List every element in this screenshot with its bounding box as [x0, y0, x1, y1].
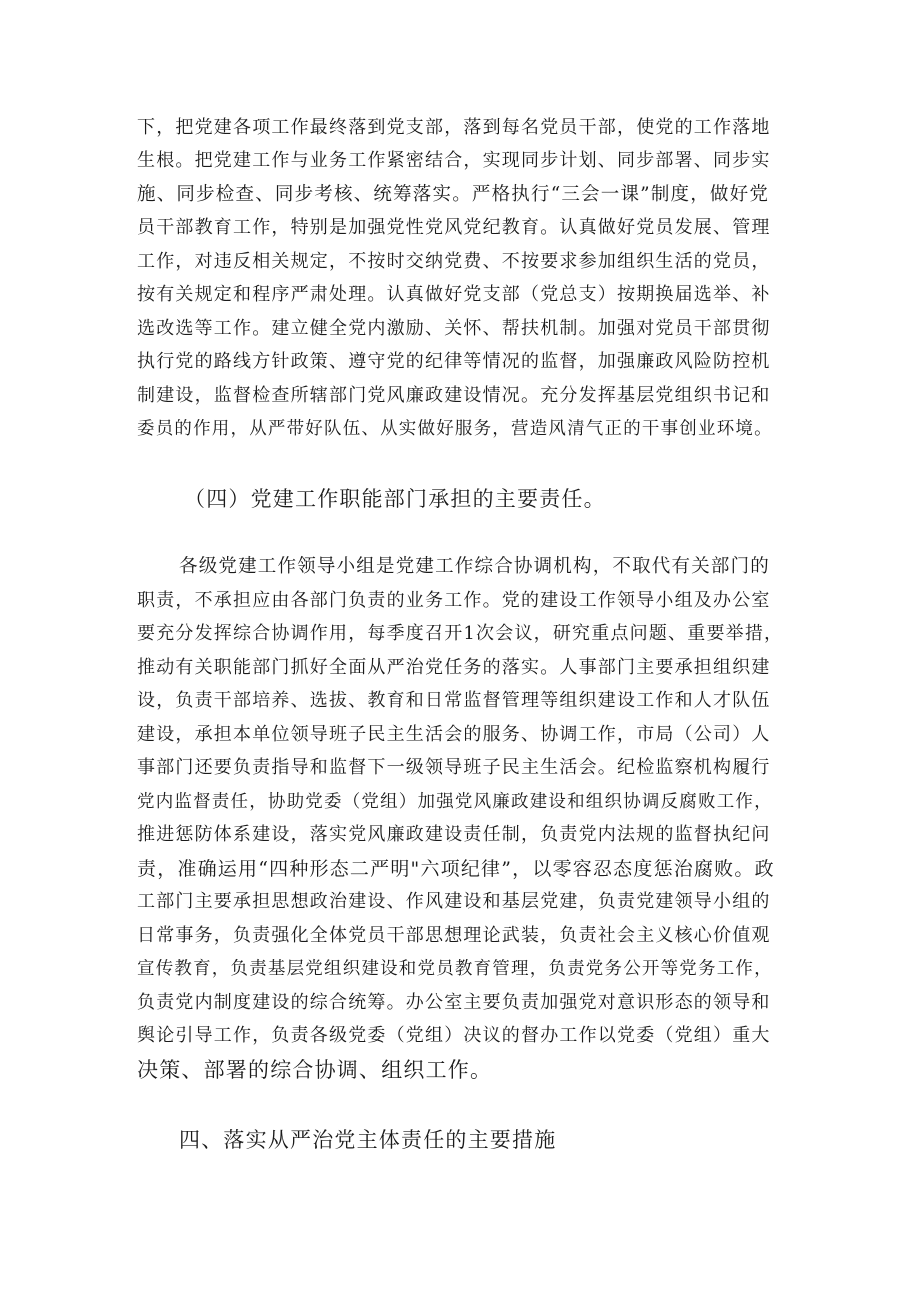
text-line: 各级党建工作领导小组是党建工作综合协调机构，不取代有关部门的	[179, 556, 771, 577]
text-line: 宣传教育，负责基层党组织建设和党员教育管理，负责党务公开等党务工作，	[137, 959, 773, 979]
text-line: 选改选等工作。建立健全党内激励、关怀、帮扶机制。加强对党员干部贯彻	[137, 318, 771, 339]
text-line: 执行党的路线方针政策、遵守党的纪律等情况的监督，加强廉政风险防控机	[137, 351, 771, 372]
text-line: 党内监督责任，协助党委（党组）加强党风廉政建设和组织协调反腐败工作，	[137, 792, 773, 812]
text-line: 施、同步检查、同步考核、统筹落实。严格执行“三会一课”制度，做好党	[137, 184, 770, 205]
text-line: 职责，不承担应由各部门负责的业务工作。党的建设工作领导小组及办公室	[137, 590, 771, 611]
text-line: 下，把党建各项工作最终落到党支部，落到每名党员干部，使党的工作落地	[137, 117, 771, 138]
text-line: 制建设，监督检查所辖部门党风廉政建设情况。充分发挥基层党组织书记和	[137, 385, 771, 406]
text-line: 员干部教育工作，特别是加强党性党风党纪教育。认真做好党员发展、管理	[137, 217, 771, 238]
text-line: 责，准确运用“四种形态二严明"六项纪律”，以零容忍态度惩治腐败。政	[137, 858, 775, 880]
text-line: 按有关规定和程序严肃处理。认真做好党支部（党总支）按期换届选举、补	[137, 284, 771, 305]
text-line: 日常事务，负责强化全体党员干部思想理论武装，负责社会主义核心价值观	[137, 925, 771, 946]
text-line: 委员的作用，从严带好队伍、从实做好服务，营造风清气正的干事创业环境。	[137, 419, 773, 439]
text-line: 决策、部署的综合协调、组织工作。	[137, 1058, 493, 1082]
text-line: 工部门主要承担思想政治建设、作风建设和基层党建，负责党建领导小组的	[137, 891, 771, 912]
text-line: 工作，对违反相关规定，不按时交纳党费、不按要求参加组织生活的党员，	[137, 251, 771, 272]
text-line: 事部门还要负责指导和监督下一级领导班子民主生活会。纪检监察机构履行	[137, 757, 771, 778]
text-line: 要充分发挥综合协调作用，每季度召开1次会议，研究重点问题、重要举措，	[137, 623, 784, 644]
text-line: 设，负责干部培养、选拔、教育和日常监督管理等组织建设工作和人才队伍	[137, 690, 771, 711]
text-line: 推动有关职能部门抓好全面从严治党任务的落实。人事部门主要承担组织建	[137, 657, 771, 678]
text-line: 生根。把党建工作与业务工作紧密结合，实现同步计划、同步部署、同步实	[137, 150, 771, 171]
section-heading: （四）党建工作职能部门承担的主要责任。	[184, 487, 606, 511]
section-title: 四、落实从严治党主体责任的主要措施	[179, 1128, 557, 1152]
text-line: 舆论引导工作，负责各级党委（党组）决议的督办工作以党委（党组）重大	[137, 1025, 771, 1046]
text-line: 负责党内制度建设的综合统筹。办公室主要负责加强党对意识形态的领导和	[137, 992, 771, 1013]
text-line: 建设，承担本单位领导班子民主生活会的服务、协调工作，市局（公司）人	[137, 724, 771, 745]
text-line: 推进惩防体系建设，落实党风廉政建设责任制，负责党内法规的监督执纪问	[137, 824, 771, 845]
